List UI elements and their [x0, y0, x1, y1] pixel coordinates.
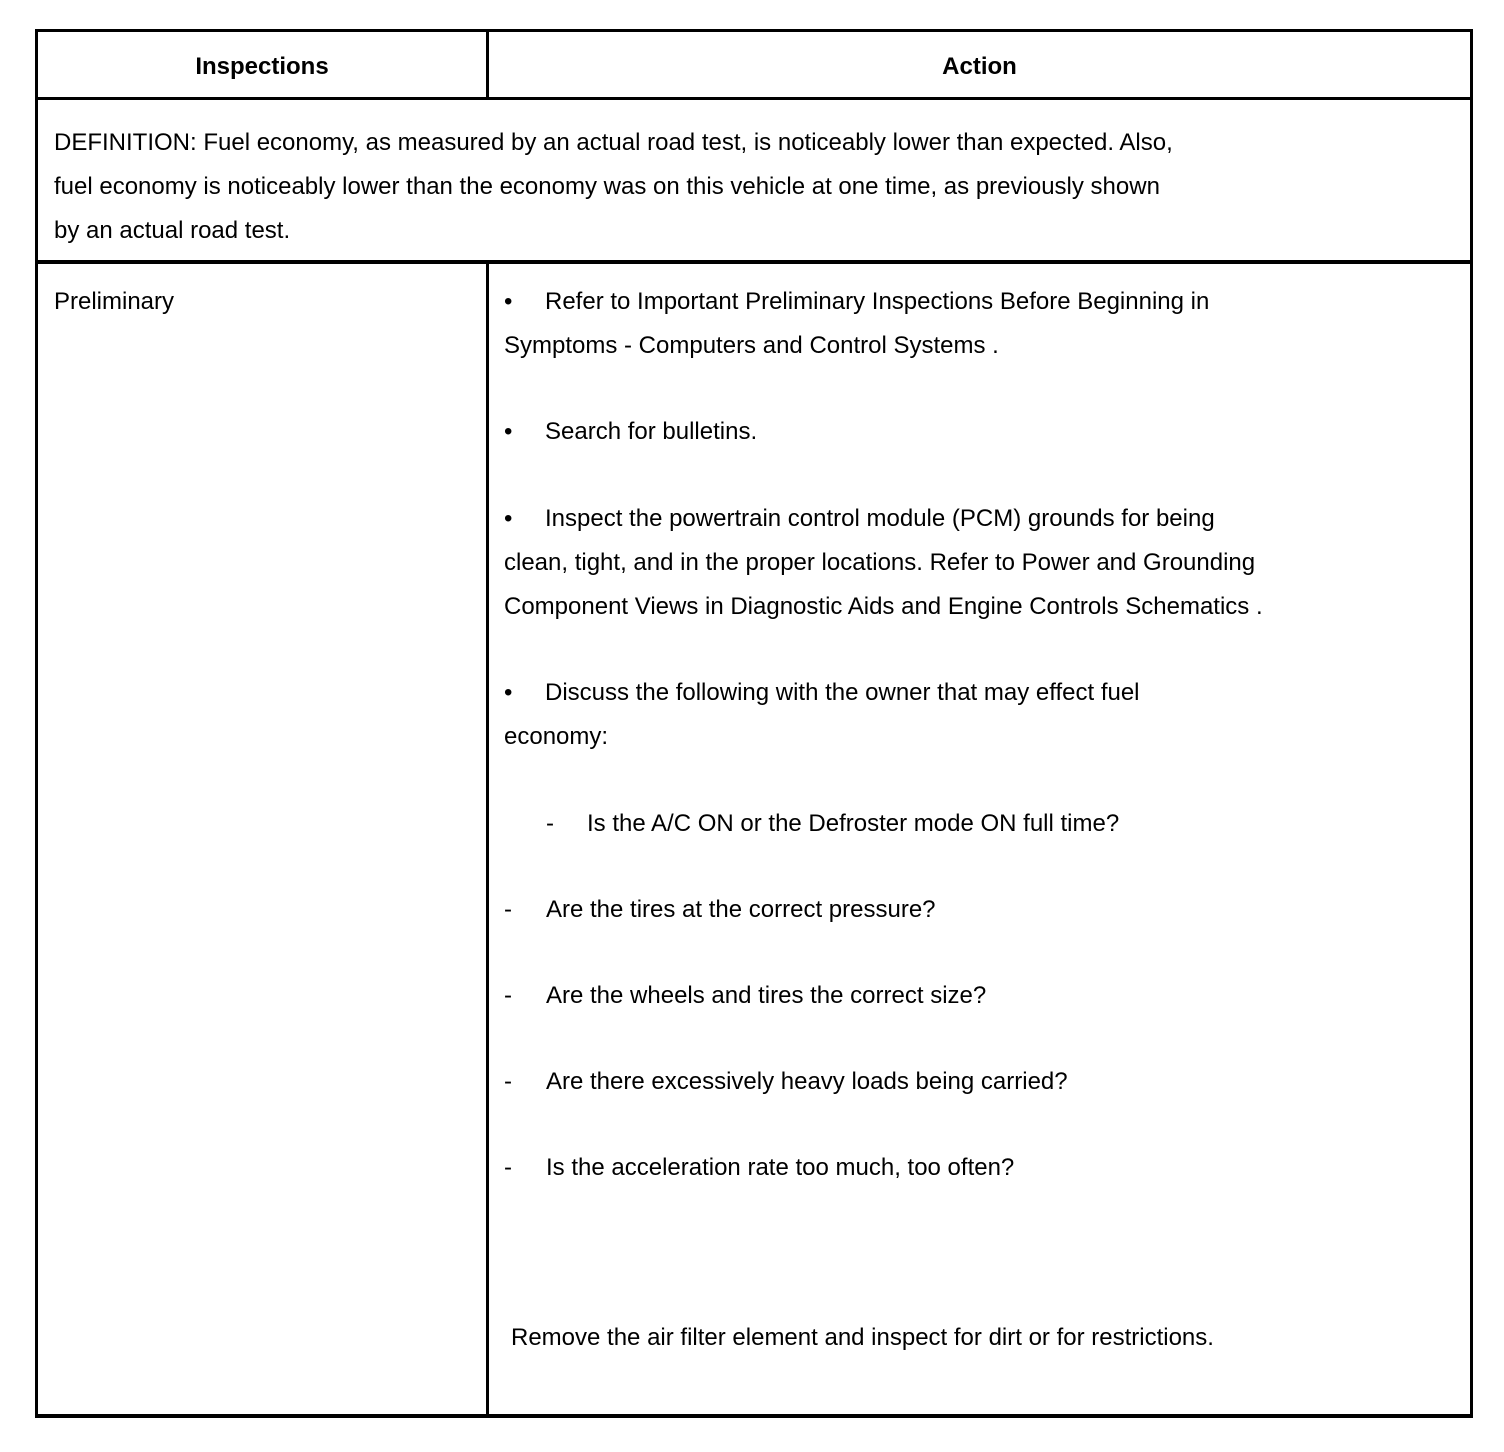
action-subitem [504, 1146, 1014, 1190]
action-line: clean, tight, and in the proper locations. Refer to Power and Grounding [504, 549, 1256, 576]
action-line [504, 671, 1140, 715]
dash-marker: - [546, 810, 554, 837]
action-subitem [504, 888, 936, 932]
action-subitem [504, 1060, 1068, 1104]
bullet-marker: • [504, 505, 513, 532]
action-line [504, 410, 757, 454]
action-final-text: Remove the air filter element and inspect for dirt or for restrictions. [511, 1324, 1214, 1351]
header-inspections: Inspections [195, 53, 329, 80]
definition-text [54, 121, 1364, 253]
bullet-marker: • [504, 288, 513, 315]
bullet-marker: • [504, 418, 513, 445]
action-text: Inspect the powertrain control module (PCM) grounds for being [545, 505, 1215, 532]
action-text: Are there excessively heavy loads being carried? [546, 1068, 1068, 1095]
definition-line: by an actual road test. [54, 217, 291, 244]
action-subitem [546, 802, 1119, 846]
action-text: Are the wheels and tires the correct size? [546, 982, 987, 1009]
action-text: Is the A/C ON or the Defroster mode ON full time? [587, 810, 1120, 837]
bullet-marker: • [504, 679, 513, 706]
dash-marker: - [504, 1068, 512, 1095]
dash-marker: - [504, 896, 512, 923]
action-item [504, 671, 1140, 759]
action-item [504, 497, 1263, 629]
action-item [504, 280, 1209, 368]
action-text: Refer to Important Preliminary Inspections Before Beginning in [545, 288, 1210, 315]
action-text: Search for bulletins. [545, 418, 758, 445]
definition-line: DEFINITION: Fuel economy, as measured by an actual road test, is noticeably lower than expected. Also, [54, 129, 1173, 156]
action-line: economy: [504, 723, 609, 750]
dash-marker: - [504, 982, 512, 1009]
action-text: Is the acceleration rate too much, too often? [546, 1154, 1015, 1181]
action-line: Component Views in Diagnostic Aids and Engine Controls Schematics . [504, 593, 1263, 620]
action-text: Are the tires at the correct pressure? [546, 896, 936, 923]
action-line: Symptoms - Computers and Control Systems . [504, 332, 999, 359]
definition-line: fuel economy is noticeably lower than the economy was on this vehicle at one time, as previously shown [54, 173, 1160, 200]
action-item [504, 410, 757, 454]
body-column-divider [486, 264, 489, 1414]
action-line [504, 497, 1263, 541]
action-line [504, 280, 1209, 324]
inspection-cell: Preliminary [54, 288, 175, 315]
dash-marker: - [504, 1154, 512, 1181]
action-subitem [504, 974, 986, 1018]
action-text: Discuss the following with the owner that may effect fuel [545, 679, 1140, 706]
definition-row [38, 100, 1470, 264]
header-action: Action [942, 53, 1017, 80]
table-header-row [38, 32, 1470, 100]
inspection-table [35, 29, 1473, 1418]
